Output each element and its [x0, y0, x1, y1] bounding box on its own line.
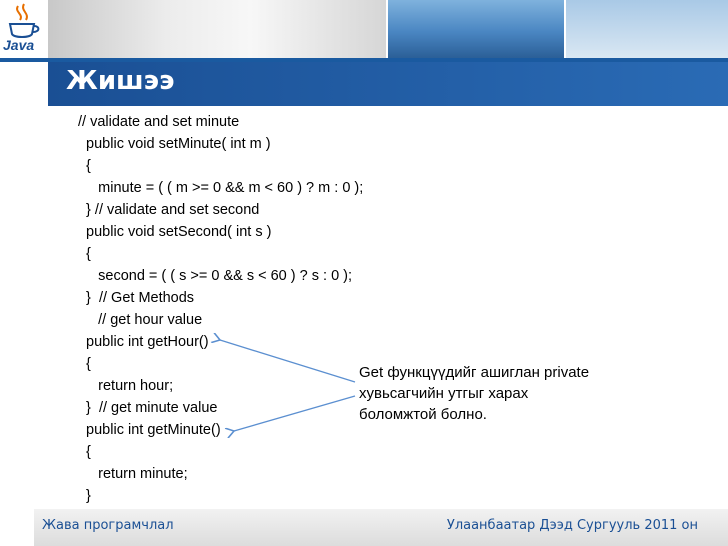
note-line: боломжтой болно. — [359, 406, 487, 423]
code-line: } // validate and set second — [78, 202, 260, 218]
code-line: public int getHour() — [78, 334, 209, 350]
code-line: minute = ( ( m >= 0 && m < 60 ) ? m : 0 ); — [78, 180, 364, 196]
code-line: public int getMinute() — [78, 422, 221, 438]
code-line: } // Get Methods — [78, 290, 195, 306]
code-line: } // get minute value — [78, 400, 218, 416]
code-line: // get hour value — [78, 312, 203, 328]
code-line: // validate and set minute — [78, 114, 240, 130]
code-line: return minute; — [78, 466, 188, 482]
arrow-to-getminute — [234, 396, 355, 431]
footer-bar — [34, 509, 728, 546]
note-line: Get функцүүдийг ашиглан private — [359, 364, 590, 381]
code-line: public void setMinute( int m ) — [78, 136, 271, 152]
code-line: { — [78, 444, 91, 460]
note-line: хувьсагчийн утгыг харах — [359, 385, 529, 402]
code-line: public void setSecond( int s ) — [78, 224, 272, 240]
logo-text: Java — [3, 37, 35, 53]
footer-institution: Улаанбаатар Дээд Сургууль 2011 он — [446, 518, 698, 533]
code-line: } — [78, 488, 91, 504]
code-line: second = ( ( s >= 0 && s < 60 ) ? s : 0 ); — [78, 268, 353, 284]
callout-note — [359, 362, 629, 425]
code-line: { — [78, 246, 91, 262]
code-line: { — [78, 356, 91, 372]
code-line: return hour; — [78, 378, 174, 394]
code-line: { — [78, 158, 91, 174]
slide-title: Жишээ — [66, 66, 175, 96]
footer-course-title: Жава програмчлал — [42, 518, 174, 533]
arrow-to-gethour — [220, 340, 355, 382]
